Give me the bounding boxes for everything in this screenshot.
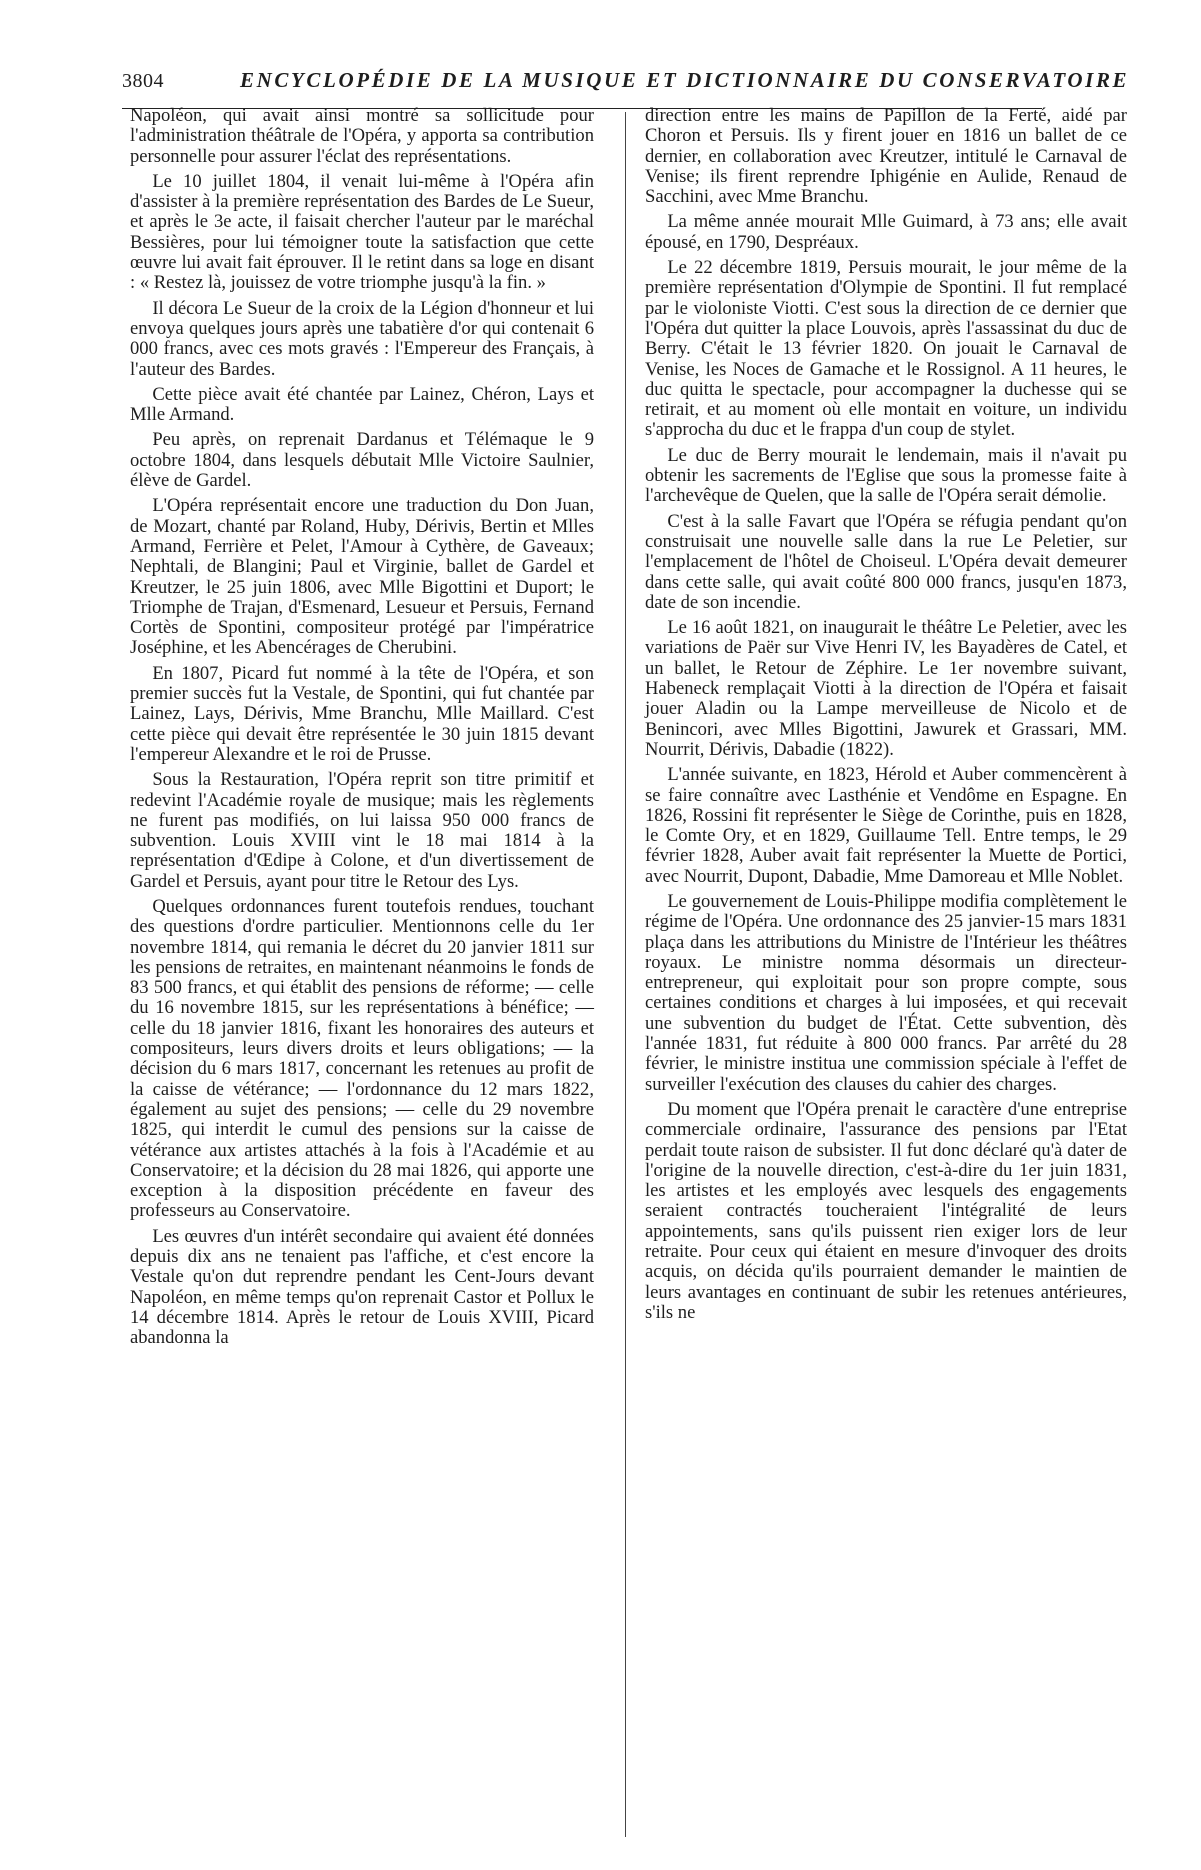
- paragraph: Peu après, on reprenait Dardanus et Télémaque le 9 octobre 1804, dans lesquels débutait Mlle Victoire Saulnier, élève de Gardel.: [130, 429, 594, 492]
- running-title: ENCYCLOPÉDIE DE LA MUSIQUE ET DICTIONNAIRE DU CONSERVATOIRE: [240, 68, 1130, 92]
- paragraph: Du moment que l'Opéra prenait le caractère d'une entreprise commerciale ordinaire, l'assurance des pensions par l'Etat perdait toute raison de subsister. Il fut donc déclaré qu'à dater de l'origine de la nouvelle direction, c'est-à-dire du 1er juin 1831, les artistes et les employés avec lesquels des engagements seraient contractés toucheraient l'intégralité de leurs appointements, sans qu'ils puissent rien exiger lors de leur retraite. Pour ceux qui étaient en mesure d'invoquer des droits acquis, on décida qu'ils pourraient demander le maintien de leurs avantages en continuant de subir les retenues antérieures, s'ils ne: [645, 1098, 1127, 1323]
- paragraph: En 1807, Picard fut nommé à la tête de l'Opéra, et son premier succès fut la Vestale, de Spontini, qui fut chantée par Lainez, Lays, Dérivis, Mme Branchu, Mlle Maillard. C'est cette pièce qui devait être représentée le 30 juin 1815 devant l'empereur Alexandre et le roi de Prusse.: [130, 662, 594, 765]
- left-column: [130, 106, 594, 1354]
- paragraph: Le gouvernement de Louis-Philippe modifia complètement le régime de l'Opéra. Une ordonnance des 25 janvier-15 mars 1831 plaça dans les attributions du Ministre de l'Intérieur les théâtres royaux. Le ministre nomma désormais un directeur-entrepreneur, qui exploitait pour son propre compte, sous certaines conditions et charges à lui imposées, et qui recevait une subvention du budget de l'État. Cette subvention, dès l'année 1831, fut réduite à 800 000 francs. Par arrêté du 28 février, le ministre institua une commission spéciale à l'effet de surveiller l'exécution des clauses du cahier des charges.: [645, 890, 1127, 1095]
- paragraph: Quelques ordonnances furent toutefois rendues, touchant des questions d'ordre particulier. Mentionnons celle du 1er novembre 1814, qui remania le décret du 20 janvier 1811 sur les pensions de retraites, en maintenant néanmoins le fonds de 83 500 francs, et qui établit des pensions de réforme; — celle du 16 novembre 1815, sur les représentations à bénéfice; — celle du 18 janvier 1816, fixant les honoraires des auteurs et compositeurs, leurs divers droits et leurs obligations; — la décision du 6 mars 1817, concernant les retenues au profit de la caisse de vétérance; — l'ordonnance du 12 mars 1822, également au sujet des pensions; — celle du 29 novembre 1825, qui interdit le cumul des pensions sur la caisse de vétérance aux artistes attachés à la fois à l'Académie et au Conservatoire; et la décision du 28 mai 1826, qui apporte une exception à la disposition précédente en faveur des professeurs au Conservatoire.: [130, 895, 594, 1222]
- paragraph: L'année suivante, en 1823, Hérold et Auber commencèrent à se faire connaître avec Lasthénie et Vendôme en Espagne. En 1826, Rossini fit représenter le Siège de Corinthe, puis en 1828, le Comte Ory, et en 1829, Guillaume Tell. Entre temps, le 29 février 1828, Auber avait fait représenter la Muette de Portici, avec Nourrit, Dupont, Dabadie, Mme Damoreau et Mlle Noblet.: [645, 764, 1127, 887]
- paragraph: Sous la Restauration, l'Opéra reprit son titre primitif et redevint l'Académie royale de musique; mais les règlements ne furent pas modifiés, on lui laissa 950 000 francs de subvention. Louis XVIII vint le 18 mai 1814 à la représentation d'Œdipe à Colone, et d'un divertissement de Gardel et Persuis, ayant pour titre le Retour des Lys.: [130, 769, 594, 892]
- page-header: [122, 68, 1130, 109]
- paragraph: C'est à la salle Favart que l'Opéra se réfugia pendant qu'on construisait une nouvelle salle dans la rue Le Peletier, sur l'emplacement de l'hôtel de Choiseul. L'Opéra devait demeurer dans cette salle, qui avait coûté 800 000 francs, jusqu'en 1873, date de son incendie.: [645, 510, 1127, 613]
- paragraph: Cette pièce avait été chantée par Lainez, Chéron, Lays et Mlle Armand.: [130, 383, 594, 426]
- paragraph: direction entre les mains de Papillon de la Ferté, aidé par Choron et Persuis. Ils y firent jouer en 1816 un ballet de ce dernier, en collaboration avec Kreutzer, intitulé le Carnaval de Venise; ils firent reprendre Iphigénie en Aulide, Renaud de Sacchini, avec Mme Branchu.: [645, 105, 1127, 208]
- paragraph: Le duc de Berry mourait le lendemain, mais il n'avait pu obtenir les sacrements de l'Eglise que sous la promesse faite à l'archevêque de Quelen, que la salle de l'Opéra serait démolie.: [645, 444, 1127, 507]
- paragraph: Le 16 août 1821, on inaugurait le théâtre Le Peletier, avec les variations de Paër sur Vive Henri IV, les Bayadères de Catel, et un ballet, le Retour de Zéphire. Le 1er novembre suivant, Habeneck remplaçait Viotti à la direction de l'Opéra et faisait jouer Aladin ou la Lampe merveilleuse de Nicolo et de Benincori, avec Mlles Bigottini, Jawurek et Grassari, MM. Nourrit, Dérivis, Dabadie (1822).: [645, 617, 1127, 760]
- paragraph: Napoléon, qui avait ainsi montré sa sollicitude pour l'administration théâtrale de l'Opéra, y apporta sa contribution personnelle pour assurer l'éclat des représentations.: [130, 105, 594, 167]
- paragraph: Il décora Le Sueur de la croix de la Légion d'honneur et lui envoya quelques jours après une tabatière d'or qui contenait 6 000 francs, avec ces mots gravés : l'Empereur des Français, à l'auteur des Bardes.: [130, 297, 594, 380]
- paragraph: La même année mourait Mlle Guimard, à 73 ans; elle avait épousé, en 1790, Despréaux.: [645, 211, 1127, 253]
- column-divider: [625, 112, 626, 1837]
- page-number: 3804: [122, 70, 164, 92]
- paragraph: Le 10 juillet 1804, il venait lui-même à l'Opéra afin d'assister à la première représentation des Bardes de Le Sueur, et après le 3e acte, il faisait chercher l'auteur par le maréchal Bessières, pour lui témoigner toute la satisfaction que cette œuvre lui avait fait éprouver. Il le retint dans sa loge en disant : « Restez là, jouissez de votre triomphe jusqu'à la fin. »: [130, 170, 594, 294]
- paragraph: L'Opéra représentait encore une traduction du Don Juan, de Mozart, chanté par Roland, Huby, Dérivis, Bertin et Mlles Armand, Ferrière et Pelet, l'Amour à Cythère, de Gaveaux; Nephtali, de Blangini; Paul et Virginie, ballet de Gardel et Kreutzer, le 25 juin 1806, avec Mlle Bigottini et Duport; le Triomphe de Trajan, d'Esmenard, Lesueur et Persuis, Fernand Cortès de Spontini, compositeur protégé par l'impératrice Joséphine, et les Abencérages de Cherubini.: [130, 495, 594, 659]
- right-column: [645, 106, 1127, 1328]
- paragraph: Les œuvres d'un intérêt secondaire qui avaient été données depuis dix ans ne tenaient pas l'affiche, et c'est encore la Vestale qu'on dut reprendre pendant les Cent-Jours devant Napoléon, en même temps qu'on reprenait Castor et Pollux le 14 décembre 1814. Après le retour de Louis XVIII, Picard abandonna la: [130, 1225, 594, 1349]
- paragraph: Le 22 décembre 1819, Persuis mourait, le jour même de la première représentation d'Olympie de Spontini. Il fut remplacé par le violoniste Viotti. C'est sous la direction de ce dernier que l'Opéra dut quitter la place Louvois, après l'assassinat du duc de Berry. C'était le 13 février 1820. On jouait le Carnaval de Venise, les Noces de Gamache et le Rossignol. A 11 heures, le duc quitta le spectacle, pour accompagner la duchesse qui se retirait, et au moment où elle montait en voiture, un individu s'approcha du duc et le frappa d'un coup de stylet.: [645, 257, 1127, 441]
